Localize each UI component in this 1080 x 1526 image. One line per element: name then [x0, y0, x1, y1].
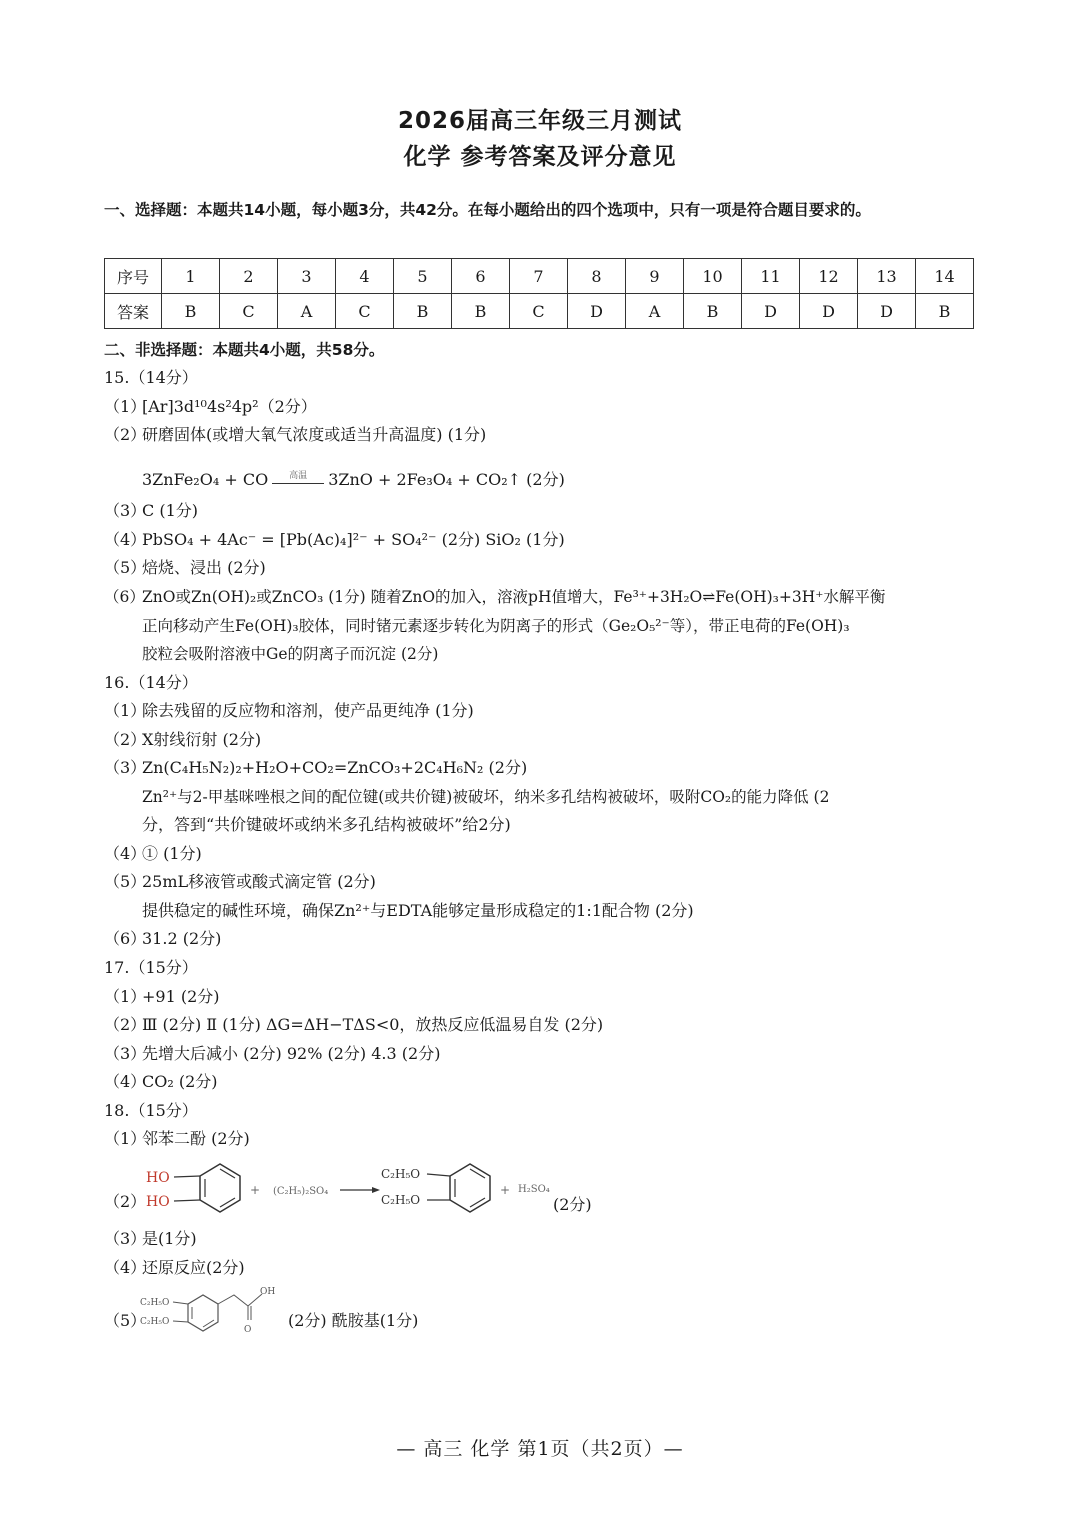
question-number: 5 — [394, 259, 452, 294]
plus-sign: + — [250, 1183, 261, 1197]
page-footer: — 高三 化学 第1页（共2页）— — [396, 1438, 684, 1460]
part-number: （6） — [104, 929, 147, 948]
equation-right: 3ZnO + 2Fe₃O₄ + CO₂↑ (2分) — [328, 470, 565, 489]
answer-table-answer-row — [105, 294, 974, 329]
q18-part4 — [104, 1257, 245, 1279]
question-number: 7 — [510, 259, 568, 294]
answer-table-number-row — [105, 259, 974, 294]
benzene-ring-icon — [200, 1164, 240, 1212]
document-subtitle: 化学 参考答案及评分意见 — [403, 144, 677, 170]
q18-product-structure — [138, 1282, 298, 1340]
q16-part3 — [104, 757, 527, 779]
question-number: 14 — [916, 259, 974, 294]
answer-cell: C — [510, 294, 568, 329]
q16-part4 — [104, 843, 202, 865]
q15-part6 — [104, 586, 885, 608]
q15-part5 — [104, 557, 266, 579]
part-text: [Ar]3d¹⁰4s²4p²（2分） — [142, 397, 317, 416]
byproduct-label: H₂SO₄ — [518, 1184, 550, 1195]
part-number: （5） — [104, 558, 147, 577]
ring-double-bond — [470, 1169, 485, 1178]
part-number: （3） — [104, 1229, 147, 1248]
answer-cell: D — [568, 294, 626, 329]
hydroxyl-label: OH — [260, 1287, 276, 1297]
bond-line — [174, 1176, 200, 1177]
answer-cell: C — [336, 294, 394, 329]
row-label-number: 序号 — [105, 259, 162, 294]
question-number: 4 — [336, 259, 394, 294]
part-number: （3） — [104, 1044, 147, 1063]
answer-cell: D — [742, 294, 800, 329]
answer-cell: B — [452, 294, 510, 329]
answer-cell: B — [162, 294, 220, 329]
bond-line — [173, 1302, 188, 1304]
part-text: Zn(C₄H₅N₂)₂+H₂O+CO₂=ZnCO₃+2C₄H₆N₂ (2分) — [142, 758, 528, 777]
part-text: ① (1分) — [142, 844, 202, 863]
answer-cell: D — [858, 294, 916, 329]
q16-part6 — [104, 928, 221, 950]
part-number: （3） — [104, 501, 147, 520]
answer-cell: A — [626, 294, 684, 329]
q16-heading: 16.（14分） — [104, 673, 198, 692]
part-text: C (1分) — [142, 501, 198, 520]
ethoxy-label: C₂H₅O — [381, 1167, 421, 1181]
condition-label: 高温 — [289, 470, 308, 481]
ring-double-bond — [220, 1198, 235, 1207]
q15-equation — [142, 469, 565, 491]
q15-part6-cont: 胶粒会吸附溶液中Ge的阴离子而沉淀 (2分) — [142, 645, 439, 663]
part-text: CO₂ (2分) — [142, 1072, 218, 1091]
part-text: X射线衍射 (2分) — [142, 730, 262, 749]
q16-part5 — [104, 871, 376, 893]
q17-part3 — [104, 1043, 440, 1065]
part-number: （2） — [104, 730, 147, 749]
ethoxy-label: C₂H₅O — [140, 1317, 170, 1327]
hydroxyl-label: HO — [146, 1194, 170, 1210]
answer-cell: C — [220, 294, 278, 329]
part-number: （1） — [104, 397, 147, 416]
part-text: 还原反应(2分) — [142, 1258, 245, 1277]
part-number: （4） — [104, 1258, 147, 1277]
equation-left: 3ZnFe₂O₄ + CO — [142, 470, 269, 489]
q15-heading: 15.（14分） — [104, 368, 198, 387]
q15-part2 — [104, 424, 486, 446]
part-text: 邻苯二酚 (2分) — [142, 1129, 250, 1148]
question-number: 8 — [568, 259, 626, 294]
q18-part3 — [104, 1228, 197, 1250]
answer-cell: B — [684, 294, 742, 329]
reaction-condition — [272, 470, 324, 487]
q16-part5-cont: 提供稳定的碱性环境，确保Zn²⁺与EDTA能够定量形成稳定的1:1配合物 (2分) — [142, 901, 694, 920]
question-number: 6 — [452, 259, 510, 294]
side-chain — [218, 1294, 262, 1306]
answer-table — [104, 258, 974, 329]
q18-part2-number: （2） — [104, 1192, 147, 1211]
equation-bar — [272, 483, 324, 484]
reagent-label: (C₂H₅)₂SO₄ — [273, 1186, 329, 1197]
q18-heading: 18.（15分） — [104, 1101, 198, 1120]
row-label-answer: 答案 — [105, 294, 162, 329]
answer-cell: B — [394, 294, 452, 329]
part-text: 31.2 (2分) — [142, 929, 222, 948]
q16-part2 — [104, 729, 261, 751]
part-number: （1） — [104, 987, 147, 1006]
part-text: 是(1分) — [142, 1229, 197, 1248]
oxygen-label: O — [244, 1325, 252, 1335]
part-text: 研磨固体(或增大氧气浓度或适当升高温度) (1分) — [142, 425, 487, 444]
part-text: Ⅲ (2分) Ⅱ (1分) ΔG=ΔH−TΔS<0，放热反应低温易自发 (2分) — [142, 1015, 604, 1034]
q16-part1 — [104, 700, 474, 722]
q18-reaction-scheme — [140, 1156, 660, 1224]
benzene-ring-icon — [450, 1164, 490, 1212]
part-number: （3） — [104, 758, 147, 777]
question-number: 13 — [858, 259, 916, 294]
ring-double-bond — [470, 1198, 485, 1207]
answer-cell: D — [800, 294, 858, 329]
score-label: (2分) — [553, 1195, 592, 1214]
question-number: 3 — [278, 259, 336, 294]
q17-part4 — [104, 1071, 218, 1093]
part-number: （4） — [104, 844, 147, 863]
part-text: 25mL移液管或酸式滴定管 (2分) — [142, 872, 376, 891]
section2-heading: 二、非选择题：本题共4小题，共58分。 — [104, 341, 385, 359]
question-number: 2 — [220, 259, 278, 294]
plus-sign: + — [500, 1183, 511, 1197]
bond-line — [427, 1174, 450, 1176]
question-number: 1 — [162, 259, 220, 294]
answer-cell: B — [916, 294, 974, 329]
part-text: 先增大后减小 (2分) 92% (2分) 4.3 (2分) — [142, 1044, 441, 1063]
question-number: 12 — [800, 259, 858, 294]
part-number: （1） — [104, 701, 147, 720]
part-number: （2） — [104, 1015, 147, 1034]
q18-part5-number: （5） — [104, 1311, 147, 1330]
ethoxy-label: C₂H₅O — [140, 1298, 170, 1308]
q16-part3-cont: 分，答到“共价键破坏或纳米多孔结构被破坏”给2分) — [142, 815, 511, 834]
question-number: 10 — [684, 259, 742, 294]
q18-part5-text: (2分) 酰胺基(1分) — [288, 1311, 419, 1330]
part-number: （2） — [104, 425, 147, 444]
answer-cell: A — [278, 294, 336, 329]
part-number: （4） — [104, 530, 147, 549]
part-text: +91 (2分) — [142, 987, 220, 1006]
question-number: 9 — [626, 259, 684, 294]
question-number: 11 — [742, 259, 800, 294]
bond-line — [174, 1200, 200, 1201]
part-text: 除去残留的反应物和溶剂，使产品更纯净 (1分) — [142, 701, 474, 720]
part-text: PbSO₄ + 4Ac⁻ = [Pb(Ac)₄]²⁻ + SO₄²⁻ (2分) SiO₂ (1分) — [142, 530, 565, 549]
q17-part1 — [104, 986, 220, 1008]
q15-part3 — [104, 500, 198, 522]
part-number: （4） — [104, 1072, 147, 1091]
q15-part6-cont: 正向移动产生Fe(OH)₃胶体，同时锗元素逐步转化为阴离子的形式（Ge₂O₅²⁻等），带正电荷的Fe(OH)₃ — [142, 617, 850, 635]
q15-part4 — [104, 529, 565, 551]
q16-part3-cont: Zn²⁺与2-甲基咪唑根之间的配位键(或共价键)被破坏，纳米多孔结构被破坏，吸附CO₂的能力降低 (2 — [142, 788, 830, 806]
part-text: ZnO或Zn(OH)₂或ZnCO₃ (1分) 随着ZnO的加入，溶液pH值增大，Fe³⁺+3H₂O⇌Fe(OH)₃+3H⁺水解平衡 — [142, 588, 886, 606]
q17-part2 — [104, 1014, 603, 1036]
ethoxy-label: C₂H₅O — [381, 1193, 421, 1207]
section1-heading: 一、选择题：本题共14小题，每小题3分，共42分。在每小题给出的四个选项中，只有一项是符合题目要求的。 — [104, 201, 871, 219]
arrow-head-icon — [372, 1187, 380, 1193]
q15-part1 — [104, 396, 317, 418]
part-text: 焙烧、浸出 (2分) — [142, 558, 266, 577]
part-number: （1） — [104, 1129, 147, 1148]
q18-part1 — [104, 1128, 250, 1150]
part-number: （5） — [104, 872, 147, 891]
document-title: 2026届高三年级三月测试 — [397, 108, 682, 134]
q17-heading: 17.（15分） — [104, 958, 198, 977]
part-number: （6） — [104, 588, 145, 606]
ring-double-bond — [220, 1169, 235, 1178]
hydroxyl-label: HO — [146, 1170, 170, 1186]
bond-line — [173, 1321, 188, 1322]
